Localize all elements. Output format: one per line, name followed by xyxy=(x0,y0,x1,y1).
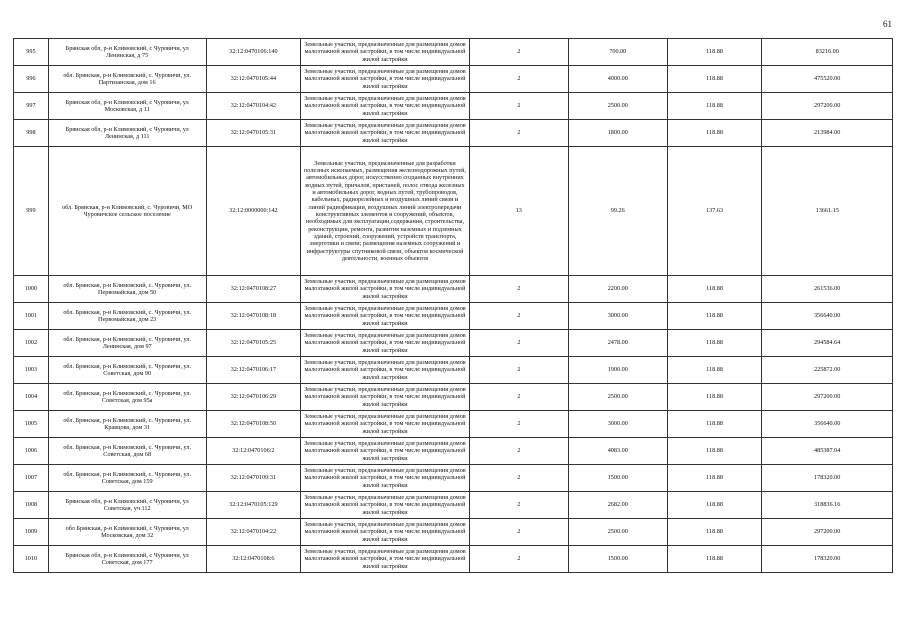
category-cell: 2 xyxy=(469,66,568,93)
cadastral-value-cell: 13661.15 xyxy=(762,147,893,276)
category-cell: 2 xyxy=(469,465,568,492)
category-cell: 2 xyxy=(469,276,568,303)
area-cell: 2500.00 xyxy=(568,93,667,120)
table-row xyxy=(14,438,893,465)
table-row xyxy=(14,465,893,492)
rate-cell: 118.88 xyxy=(667,411,762,438)
rate-cell: 118.88 xyxy=(667,330,762,357)
cadastral-value-cell: 213984.00 xyxy=(762,120,893,147)
rate-cell: 118.88 xyxy=(667,93,762,120)
address-cell: обл. Брянская, р-н Климовский, с. Чуровичи, ул. Советская, дом 159 xyxy=(48,465,206,492)
cadastral-value-cell: 297200.00 xyxy=(762,93,893,120)
rate-cell: 118.88 xyxy=(667,384,762,411)
category-cell: 2 xyxy=(469,120,568,147)
permitted-use-cell: Земельные участки, предназначенные для размещения домов малоэтажной жилой застройки, в том числе индивидуальной жилой застройки xyxy=(301,39,470,66)
category-cell: 2 xyxy=(469,303,568,330)
area-cell: 2500.00 xyxy=(568,384,667,411)
table-row xyxy=(14,330,893,357)
table-row xyxy=(14,411,893,438)
rate-cell: 118.88 xyxy=(667,492,762,519)
cadastral-number-cell: 32:12:0470105:31 xyxy=(206,120,301,147)
area-cell: 4000.00 xyxy=(568,66,667,93)
rate-cell: 118.88 xyxy=(667,303,762,330)
cadastral-number-cell: 32:12:0470106:29 xyxy=(206,384,301,411)
rate-cell: 118.88 xyxy=(667,357,762,384)
rate-cell: 118.88 xyxy=(667,276,762,303)
category-cell: 2 xyxy=(469,39,568,66)
land-plots-table xyxy=(13,38,893,573)
rate-cell: 118.88 xyxy=(667,546,762,573)
table-row xyxy=(14,303,893,330)
row-number: 999 xyxy=(14,147,49,276)
cadastral-number-cell: 32:12:0470106:17 xyxy=(206,357,301,384)
row-number: 1004 xyxy=(14,384,49,411)
permitted-use-cell: Земельные участки, предназначенные для размещения домов малоэтажной жилой застройки, в том числе индивидуальной жилой застройки xyxy=(301,546,470,573)
cadastral-number-cell: 32:12:0470104:22 xyxy=(206,519,301,546)
row-number: 1006 xyxy=(14,438,49,465)
table-row xyxy=(14,276,893,303)
category-cell: 2 xyxy=(469,546,568,573)
table-body xyxy=(14,39,893,573)
area-cell: 1800.00 xyxy=(568,120,667,147)
permitted-use-cell: Земельные участки, предназначенные для размещения домов малоэтажной жилой застройки, в том числе индивидуальной жилой застройки xyxy=(301,66,470,93)
row-number: 996 xyxy=(14,66,49,93)
cadastral-value-cell: 178320.00 xyxy=(762,465,893,492)
cadastral-number-cell: 32:12:0470108:27 xyxy=(206,276,301,303)
table-row xyxy=(14,93,893,120)
row-number: 995 xyxy=(14,39,49,66)
address-cell: обл. Брянская, р-н Климовский, с. Чуровичи, ул. Кравцова, дом 31 xyxy=(48,411,206,438)
cadastral-value-cell: 485387.04 xyxy=(762,438,893,465)
area-cell: 2682.00 xyxy=(568,492,667,519)
category-cell: 2 xyxy=(469,330,568,357)
cadastral-number-cell: 32:12:0470106:2 xyxy=(206,438,301,465)
cadastral-number-cell: 32:12:0470106:140 xyxy=(206,39,301,66)
address-cell: обл. Брянская, р-н Климовский, с. Чуровичи, ул. Ленинская, дом 97 xyxy=(48,330,206,357)
cadastral-number-cell: 32:12:0470108:50 xyxy=(206,411,301,438)
permitted-use-cell: Земельные участки, предназначенные для размещения домов малоэтажной жилой застройки, в том числе индивидуальной жилой застройки xyxy=(301,357,470,384)
permitted-use-cell: Земельные участки, предназначенные для размещения домов малоэтажной жилой застройки, в том числе индивидуальной жилой застройки xyxy=(301,303,470,330)
table-row xyxy=(14,519,893,546)
cadastral-value-cell: 261536.00 xyxy=(762,276,893,303)
table-row xyxy=(14,66,893,93)
permitted-use-cell: Земельные участки, предназначенные для размещения домов малоэтажной жилой застройки, в том числе индивидуальной жилой застройки xyxy=(301,411,470,438)
table-row xyxy=(14,147,893,276)
table-row xyxy=(14,120,893,147)
row-number: 1000 xyxy=(14,276,49,303)
address-cell: обл. Брянская, р-н Климовский, с. Чуровичи, ул. Советская, дом 68 xyxy=(48,438,206,465)
row-number: 997 xyxy=(14,93,49,120)
area-cell: 3000.00 xyxy=(568,303,667,330)
cadastral-number-cell: 32:12:0470108:6 xyxy=(206,546,301,573)
cadastral-value-cell: 297200.00 xyxy=(762,519,893,546)
area-cell: 1500.00 xyxy=(568,546,667,573)
cadastral-value-cell: 356640.00 xyxy=(762,303,893,330)
permitted-use-cell: Земельные участки, предназначенные для размещения домов малоэтажной жилой застройки, в том числе индивидуальной жилой застройки xyxy=(301,492,470,519)
cadastral-value-cell: 83216.00 xyxy=(762,39,893,66)
table-row xyxy=(14,546,893,573)
cadastral-number-cell: 32:12:0470105:44 xyxy=(206,66,301,93)
address-cell: Брянская обл, р-н Климовский, с Чуровичи, ул Ленинская, д 75 xyxy=(48,39,206,66)
rate-cell: 118.88 xyxy=(667,39,762,66)
address-cell: Брянская обл, р-н Климовский, с Чуровичи, ул Советская, уч 112 xyxy=(48,492,206,519)
address-cell: обл. Брянская, р-н Климовский, с. Чуровичи, ул. Первомайская, дом 50 xyxy=(48,276,206,303)
row-number: 1001 xyxy=(14,303,49,330)
permitted-use-cell: Земельные участки, предназначенные для размещения домов малоэтажной жилой застройки, в том числе индивидуальной жилой застройки xyxy=(301,120,470,147)
row-number: 1010 xyxy=(14,546,49,573)
area-cell: 2200.00 xyxy=(568,276,667,303)
area-cell: 4083.00 xyxy=(568,438,667,465)
row-number: 1003 xyxy=(14,357,49,384)
category-cell: 2 xyxy=(469,492,568,519)
rate-cell: 118.88 xyxy=(667,438,762,465)
permitted-use-cell: Земельные участки, предназначенные для разработки полезных ископаемых, размещения железнодорожных путей, автомобильных дорог, искусственно созданных внутренних водных путей, причалов, пристаней, полос отвода железных и автомобильных дорог, водных путей, трубопроводов, кабельных, радиорелейных и воздушных линий связи и линий радиофикации, воздушных линий электропередачи конструктивных элементов и сооружений, объектов, необходимых для эксплуатации,содержания, строительства, реконструкции, ремонта, развития наземных и подземных зданий, строений, сооружений, устройств транспорта, энергетики и связи; размещения наземных сооружений и инфраструктуры спутниковой связи, объектов космической деятельности, военных объектов xyxy=(301,147,470,276)
cadastral-value-cell: 356640.00 xyxy=(762,411,893,438)
cadastral-number-cell: 32:12:0470104:42 xyxy=(206,93,301,120)
page-number: 61 xyxy=(883,19,892,29)
area-cell: 2500.00 xyxy=(568,519,667,546)
cadastral-number-cell: 32:12:0470105:129 xyxy=(206,492,301,519)
address-cell: обл. Брянская, р-н Климовский, с. Чуровичи, ул. Советская, дом 90 xyxy=(48,357,206,384)
cadastral-value-cell: 225872.00 xyxy=(762,357,893,384)
permitted-use-cell: Земельные участки, предназначенные для размещения домов малоэтажной жилой застройки, в том числе индивидуальной жилой застройки xyxy=(301,465,470,492)
category-cell: 2 xyxy=(469,357,568,384)
address-cell: Брянская обл, р-н Климовский, с Чуровичи, ул Ленинская, д 111 xyxy=(48,120,206,147)
address-cell: обл. Брянская, р-н Климовский, с. Чуровичи, МО Чуровичское сельское поселение xyxy=(48,147,206,276)
table-row xyxy=(14,384,893,411)
row-number: 1008 xyxy=(14,492,49,519)
cadastral-value-cell: 475520.00 xyxy=(762,66,893,93)
rate-cell: 118.88 xyxy=(667,519,762,546)
category-cell: 2 xyxy=(469,411,568,438)
address-cell: Брянская обл, р-н Климовский, с Чуровичи, ул Московская, д 11 xyxy=(48,93,206,120)
row-number: 1007 xyxy=(14,465,49,492)
category-cell: 13 xyxy=(469,147,568,276)
row-number: 1005 xyxy=(14,411,49,438)
address-cell: обл Брянская, р-н Климовский, с Чуровичи, ул Московская, дом 32 xyxy=(48,519,206,546)
address-cell: Брянская обл, р-н Климовский, с Чуровичи, ул Советская, дом 177 xyxy=(48,546,206,573)
cadastral-value-cell: 318836.16 xyxy=(762,492,893,519)
row-number: 998 xyxy=(14,120,49,147)
table-row xyxy=(14,492,893,519)
category-cell: 2 xyxy=(469,438,568,465)
cadastral-number-cell: 32:12:0470105:25 xyxy=(206,330,301,357)
cadastral-number-cell: 32:12:0470109:31 xyxy=(206,465,301,492)
rate-cell: 118.88 xyxy=(667,66,762,93)
area-cell: 3000.00 xyxy=(568,411,667,438)
cadastral-number-cell: 32:12:0470108:18 xyxy=(206,303,301,330)
cadastral-value-cell: 178320.00 xyxy=(762,546,893,573)
row-number: 1002 xyxy=(14,330,49,357)
permitted-use-cell: Земельные участки, предназначенные для размещения домов малоэтажной жилой застройки, в том числе индивидуальной жилой застройки xyxy=(301,438,470,465)
area-cell: 1500.00 xyxy=(568,465,667,492)
rate-cell: 118.88 xyxy=(667,120,762,147)
permitted-use-cell: Земельные участки, предназначенные для размещения домов малоэтажной жилой застройки, в том числе индивидуальной жилой застройки xyxy=(301,93,470,120)
area-cell: 2478.00 xyxy=(568,330,667,357)
table-row xyxy=(14,357,893,384)
address-cell: обл. Брянская, р-н Климовский, с. Чуровичи, ул. Советская, дом 95а xyxy=(48,384,206,411)
rate-cell: 137.63 xyxy=(667,147,762,276)
category-cell: 2 xyxy=(469,93,568,120)
cadastral-number-cell: 32:12:0000000:142 xyxy=(206,147,301,276)
permitted-use-cell: Земельные участки, предназначенные для размещения домов малоэтажной жилой застройки, в том числе индивидуальной жилой застройки xyxy=(301,519,470,546)
rate-cell: 118.88 xyxy=(667,465,762,492)
category-cell: 2 xyxy=(469,384,568,411)
address-cell: обл. Брянская, р-н Климовский, с. Чуровичи, ул. Партизанская, дом 16 xyxy=(48,66,206,93)
permitted-use-cell: Земельные участки, предназначенные для размещения домов малоэтажной жилой застройки, в том числе индивидуальной жилой застройки xyxy=(301,384,470,411)
area-cell: 700.00 xyxy=(568,39,667,66)
area-cell: 1900.00 xyxy=(568,357,667,384)
cadastral-value-cell: 294584.64 xyxy=(762,330,893,357)
table-row xyxy=(14,39,893,66)
area-cell: 99.26 xyxy=(568,147,667,276)
permitted-use-cell: Земельные участки, предназначенные для размещения домов малоэтажной жилой застройки, в том числе индивидуальной жилой застройки xyxy=(301,276,470,303)
cadastral-value-cell: 297200.00 xyxy=(762,384,893,411)
row-number: 1009 xyxy=(14,519,49,546)
category-cell: 2 xyxy=(469,519,568,546)
address-cell: обл. Брянская, р-н Климовский, с. Чуровичи, ул. Первомайская, дом 23 xyxy=(48,303,206,330)
permitted-use-cell: Земельные участки, предназначенные для размещения домов малоэтажной жилой застройки, в том числе индивидуальной жилой застройки xyxy=(301,330,470,357)
